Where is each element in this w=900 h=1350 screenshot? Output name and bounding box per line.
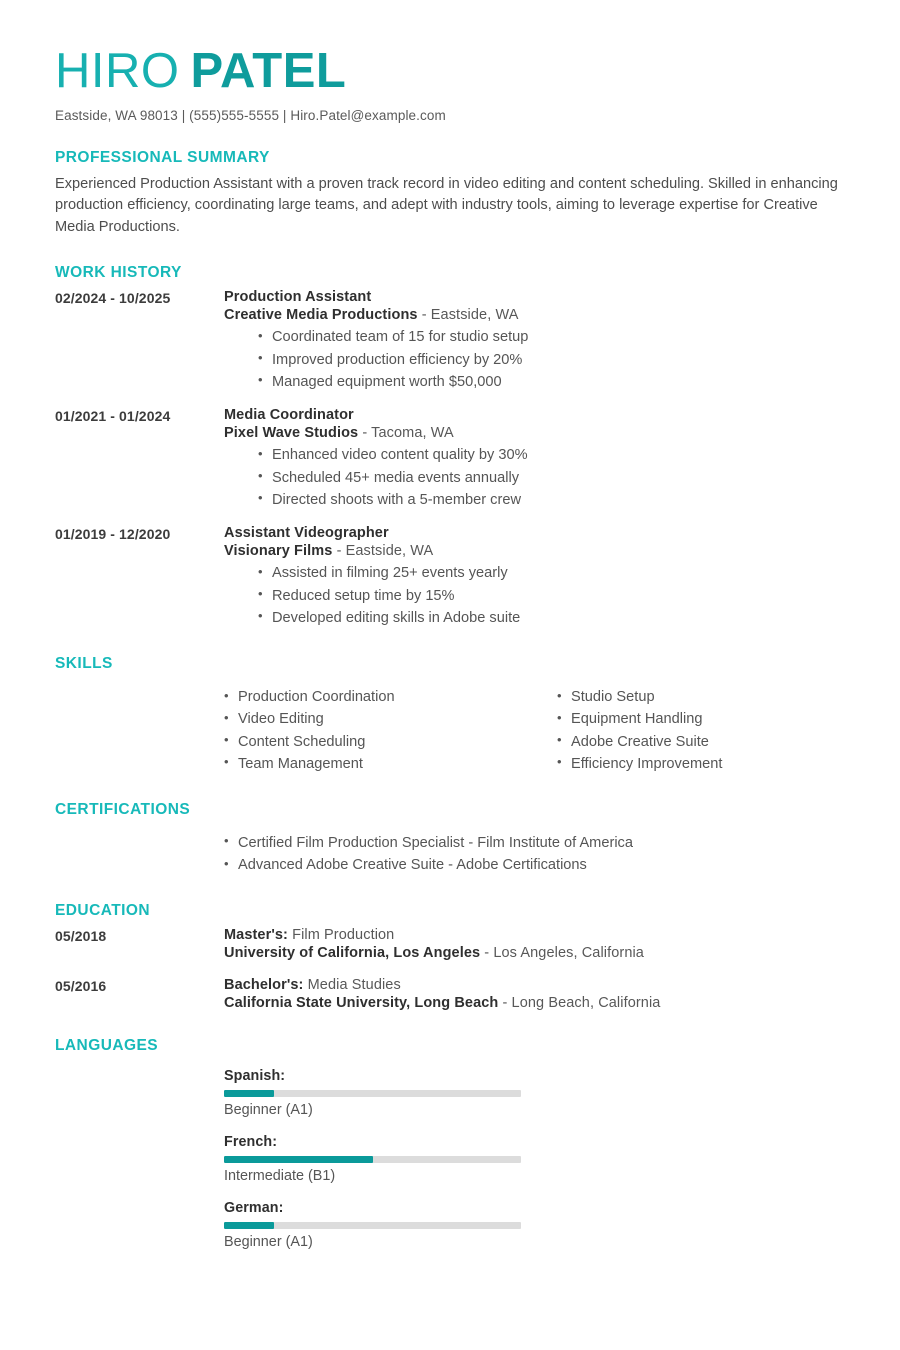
section-title-education: EDUCATION: [55, 902, 151, 920]
work-entry-bullets: [224, 326, 845, 393]
last-name: PATEL: [190, 44, 347, 98]
section-title-languages: LANGUAGES: [55, 1037, 159, 1055]
language-proficiency-fill: [224, 1156, 373, 1163]
candidate-name: [55, 46, 845, 98]
language-proficiency-bar: [224, 1090, 521, 1097]
work-entry-bullets: [224, 562, 845, 629]
work-entry: [55, 289, 845, 393]
education-degree-label: Bachelor's:: [224, 977, 304, 994]
list-item: • Video Editing: [224, 708, 557, 730]
work-entry-location: - Eastside, WA: [421, 307, 519, 324]
list-item: • Certified Film Production Specialist - Film Institute of America: [224, 832, 845, 854]
section-title-work-history: WORK HISTORY: [55, 264, 182, 282]
language-item-spanish: [224, 1068, 539, 1118]
skills-column-right: [557, 686, 890, 775]
language-item-french: [224, 1134, 539, 1184]
education-entry: [55, 977, 845, 1011]
list-item: • Improved production efficiency by 20%: [258, 349, 845, 371]
work-entry-company: [224, 425, 845, 441]
language-proficiency-bar: [224, 1222, 521, 1229]
language-name: German:: [224, 1200, 284, 1217]
work-entry-dates: 01/2019 - 12/2020: [55, 526, 171, 543]
language-level: Beginner (A1): [224, 1102, 313, 1119]
work-entry: [55, 407, 845, 511]
language-proficiency-bar: [224, 1156, 521, 1163]
list-item: • Efficiency Improvement: [557, 753, 890, 775]
list-item: • Scheduled 45+ media events annually: [258, 467, 845, 489]
section-work-history: [0, 264, 900, 629]
education-entry-school: [224, 945, 845, 961]
work-entry-company-name: Creative Media Productions: [224, 307, 418, 324]
education-school-location: - Los Angeles, California: [480, 945, 644, 962]
work-entry-bullets: [224, 444, 845, 511]
work-entry-location: - Tacoma, WA: [362, 425, 454, 442]
education-entry-degree: [224, 977, 845, 993]
list-item: • Production Coordination: [224, 686, 557, 708]
list-item: • Reduced setup time by 15%: [258, 585, 845, 607]
education-entry: [55, 927, 845, 961]
work-entry-company: [224, 543, 845, 559]
list-item: • Enhanced video content quality by 30%: [258, 444, 845, 466]
work-entry: [55, 525, 845, 629]
section-title-summary: PROFESSIONAL SUMMARY: [55, 148, 270, 166]
language-level: Intermediate (B1): [224, 1168, 336, 1185]
work-entry-location: - Eastside, WA: [336, 543, 434, 560]
list-item: • Content Scheduling: [224, 731, 557, 753]
section-skills: [0, 655, 900, 775]
list-item: • Equipment Handling: [557, 708, 890, 730]
work-entry-company-name: Pixel Wave Studios: [224, 425, 359, 442]
list-item: • Managed equipment worth $50,000: [258, 371, 845, 393]
list-item: • Advanced Adobe Creative Suite - Adobe Certifications: [224, 854, 845, 876]
education-entry-date: 05/2018: [55, 928, 107, 945]
education-degree-field: Film Production: [287, 927, 395, 944]
work-entry-company: [224, 307, 845, 323]
work-entry-title: Media Coordinator: [224, 407, 354, 424]
education-degree-field: Media Studies: [303, 977, 401, 994]
list-item: • Developed editing skills in Adobe suite: [258, 607, 845, 629]
language-item-german: [224, 1200, 539, 1250]
certifications-list: [224, 832, 845, 876]
education-entry-date: 05/2016: [55, 978, 107, 995]
education-entry-school: [224, 995, 845, 1011]
list-item: • Assisted in filming 25+ events yearly: [258, 562, 845, 584]
skills-column-left: [224, 686, 557, 775]
language-name: French:: [224, 1134, 278, 1151]
work-entry-company-name: Visionary Films: [224, 543, 333, 560]
education-degree-label: Master's:: [224, 927, 288, 944]
contact-line: Eastside, WA 98013 | (555)555-5555 | Hiro.Patel@example.com: [55, 107, 446, 123]
education-school-name: California State University, Long Beach: [224, 995, 499, 1012]
language-proficiency-fill: [224, 1222, 274, 1229]
work-entry-dates: 01/2021 - 01/2024: [55, 408, 171, 425]
education-entry-degree: [224, 927, 845, 943]
work-entry-title: Production Assistant: [224, 289, 372, 306]
first-name: HIRO: [55, 44, 180, 98]
list-item: • Studio Setup: [557, 686, 890, 708]
list-item: • Coordinated team of 15 for studio setup: [258, 326, 845, 348]
summary-text: Experienced Production Assistant with a proven track record in video editing and content scheduling. Skilled in enhancing production efficiency, coordinating large teams, and adept with industry tools, aiming to leverage expertise for Creative Media Productions.: [55, 175, 838, 235]
section-title-certifications: CERTIFICATIONS: [55, 800, 191, 818]
language-level: Beginner (A1): [224, 1234, 313, 1251]
list-item: • Adobe Creative Suite: [557, 731, 890, 753]
education-school-name: University of California, Los Angeles: [224, 945, 481, 962]
section-education: [0, 902, 900, 1011]
section-languages: [0, 1037, 900, 1266]
skills-grid: [224, 686, 845, 775]
list-item: • Directed shoots with a 5-member crew: [258, 489, 845, 511]
work-entry-dates: 02/2024 - 10/2025: [55, 290, 171, 307]
section-certifications: [0, 801, 900, 876]
education-school-location: - Long Beach, California: [498, 995, 661, 1012]
language-name: Spanish:: [224, 1068, 286, 1085]
resume-header: [0, 0, 900, 123]
language-proficiency-fill: [224, 1090, 274, 1097]
section-title-skills: SKILLS: [55, 655, 113, 673]
work-entry-title: Assistant Videographer: [224, 525, 389, 542]
list-item: • Team Management: [224, 753, 557, 775]
section-professional-summary: [0, 149, 900, 238]
languages-grid: [55, 1062, 845, 1266]
